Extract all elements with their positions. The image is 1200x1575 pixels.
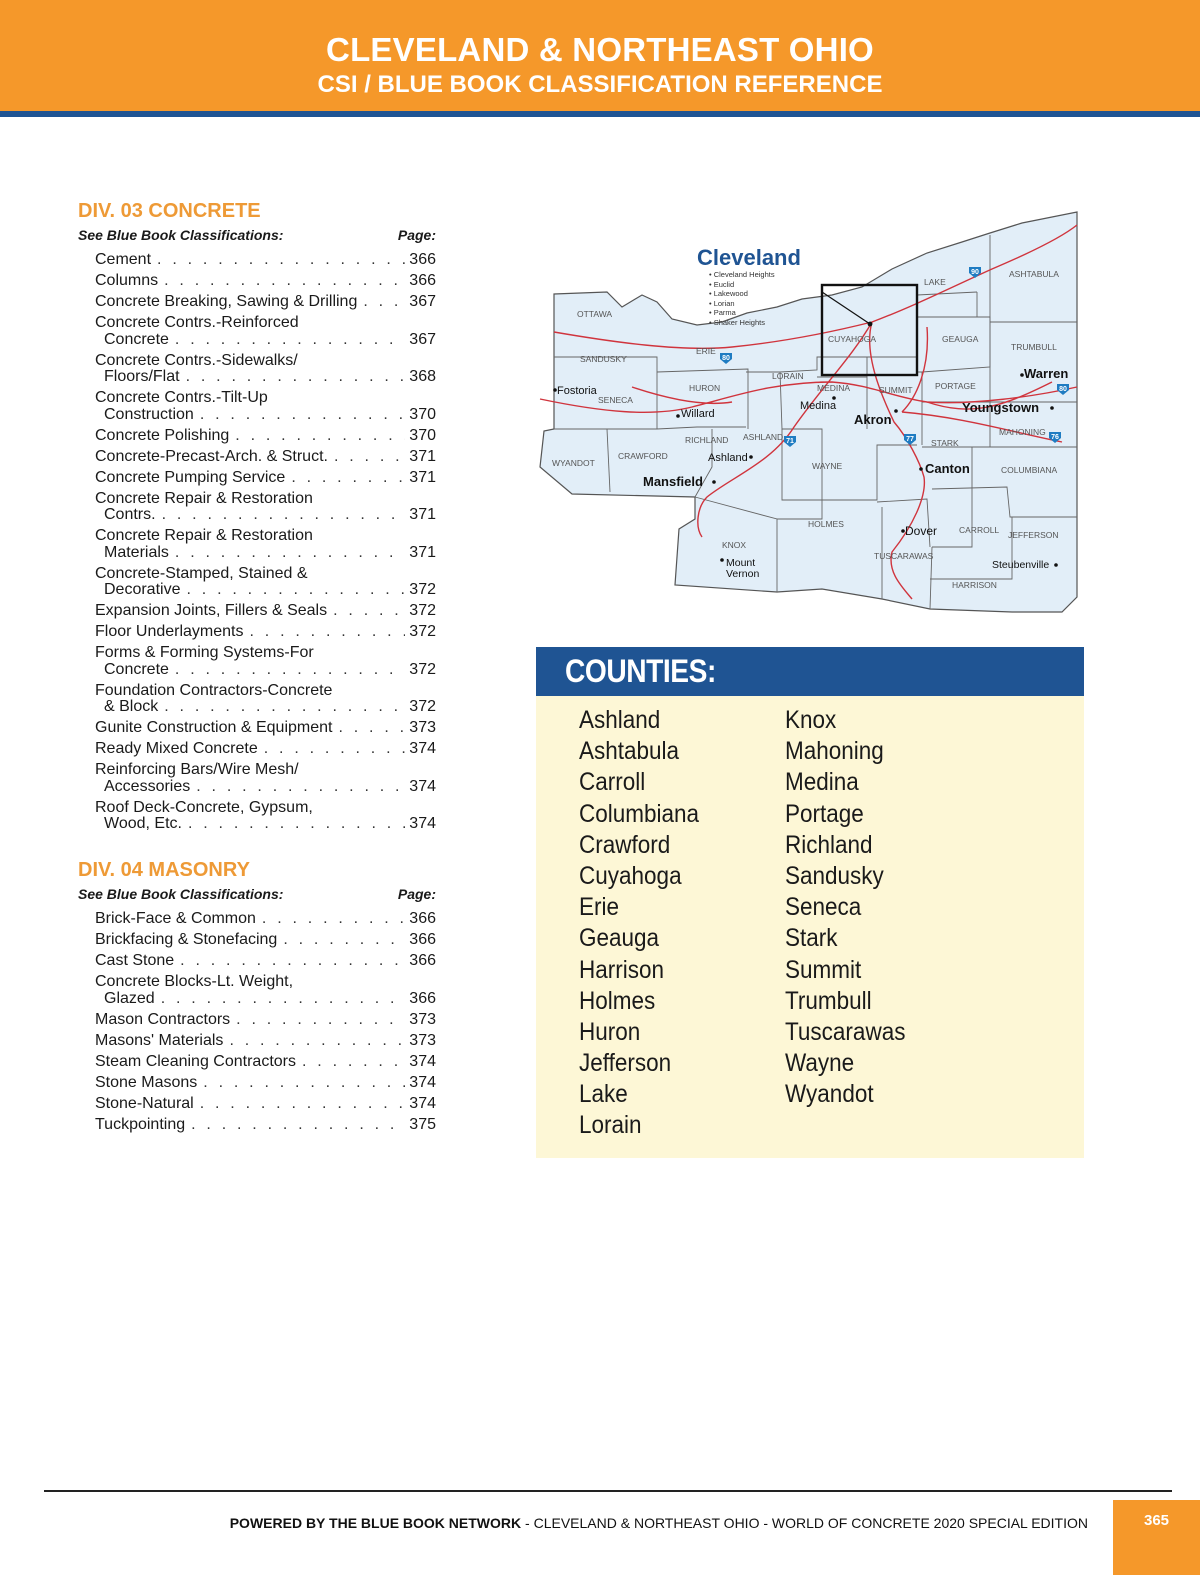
dot-leader — [169, 545, 405, 562]
classification-entry — [95, 564, 436, 602]
county-name: Columbiana — [579, 799, 700, 828]
entry-label: Concrete Contrs.-Tilt-Up — [95, 389, 268, 406]
counties-heading-text: COUNTIES: — [565, 653, 716, 689]
classification-entry — [95, 351, 436, 389]
entry-label: Stone Masons — [95, 1073, 198, 1091]
entry-label: Concrete Contrs.-Reinforced — [95, 314, 299, 331]
section-title: DIV. 04 MASONRY — [78, 859, 250, 881]
entry-label: Gunite Construction & Equipment — [95, 719, 333, 736]
classification-entry — [95, 250, 436, 271]
page-label: Page: — [397, 227, 436, 243]
dot-leader — [169, 332, 405, 349]
entry-page-number: 370 — [409, 405, 436, 423]
classification-entry — [95, 681, 436, 719]
dot-leader — [230, 1012, 405, 1029]
dot-leader — [296, 1054, 405, 1071]
entry-label-continued: Concrete — [104, 660, 169, 678]
entry-page-number: 368 — [409, 368, 436, 385]
header-title: CLEVELAND & NORTHEAST OHIO — [326, 31, 874, 68]
dot-leader — [277, 932, 405, 949]
entry-label: Cast Stone — [95, 952, 175, 969]
map-label: HOLMES — [808, 519, 844, 529]
section-title: DIV. 03 CONCRETE — [78, 200, 261, 222]
footer-divider — [44, 1490, 1172, 1492]
dot-leader — [180, 369, 406, 386]
county-name: Jefferson — [579, 1049, 672, 1078]
county-name: Geauga — [579, 924, 660, 953]
map-label: • Parma — [709, 308, 736, 317]
map-label: Canton — [925, 461, 970, 476]
map-label: Youngstown — [962, 400, 1040, 415]
counties-column-2 — [785, 705, 919, 1110]
county-name: Stark — [785, 924, 838, 953]
map-label: MEDINA — [817, 383, 851, 393]
county-name: Portage — [785, 799, 864, 828]
inset-city-list — [709, 270, 775, 327]
entry-page-number: 366 — [409, 272, 436, 289]
classification-entry — [95, 951, 436, 972]
classification-entry — [95, 1094, 436, 1115]
entry-page-number: 371 — [409, 447, 436, 465]
entry-page-number: 374 — [409, 1052, 436, 1070]
map-label: TUSCARAWAS — [874, 551, 934, 561]
map-label: OTTAWA — [577, 309, 613, 319]
county-name: Holmes — [579, 986, 656, 1015]
dot-leader — [158, 699, 405, 716]
county-name: Mahoning — [785, 737, 884, 766]
map-label: 77 — [906, 436, 914, 443]
entry-label-continued: Accessories — [104, 777, 191, 795]
entry-label: Reinforcing Bars/Wire Mesh/ — [95, 761, 299, 778]
entry-page-number: 372 — [409, 698, 436, 715]
entry-label: Cement — [95, 251, 152, 268]
entry-label: Stone-Natural — [95, 1094, 194, 1112]
map-label: • Lakewood — [709, 289, 748, 298]
classification-entry — [95, 292, 436, 313]
entry-page-number: 375 — [409, 1115, 436, 1133]
county-name: Wyandot — [785, 1080, 874, 1109]
entry-page-number: 373 — [409, 719, 436, 736]
county-name: Lake — [579, 1080, 628, 1109]
map-label: Steubenville — [992, 559, 1050, 571]
classification-entry — [95, 718, 436, 739]
classification-entry — [95, 1031, 436, 1052]
entry-label: Mason Contractors — [95, 1010, 231, 1028]
classification-entry — [95, 1010, 436, 1031]
entry-label-continued: Wood, Etc. — [104, 815, 182, 832]
entry-page-number: 372 — [409, 581, 436, 598]
map-label: • Lorian — [709, 299, 735, 308]
page-number: 365 — [1113, 1500, 1200, 1575]
map-label: WYANDOT — [552, 458, 595, 468]
dot-leader — [158, 273, 405, 290]
map-title: Cleveland — [697, 245, 801, 270]
classification-entry — [95, 930, 436, 951]
map-label: JEFFERSON — [1008, 530, 1059, 540]
classification-entry — [95, 601, 436, 622]
classifications-label: See Blue Book Classifications: — [78, 227, 284, 243]
county-name: Huron — [579, 1017, 641, 1046]
county-name: Harrison — [579, 955, 665, 984]
entry-page-number: 366 — [409, 952, 436, 969]
map-label: SANDUSKY — [580, 354, 627, 364]
dot-leader — [194, 407, 405, 424]
section-masonry — [78, 857, 436, 1136]
entry-label: Concrete Breaking, Sawing & Drilling — [95, 293, 358, 310]
map-label: CARROLL — [959, 525, 1000, 535]
dot-leader — [197, 1075, 405, 1092]
dot-leader — [256, 911, 405, 928]
entry-page-number: 366 — [409, 989, 436, 1007]
dot-leader — [357, 294, 405, 311]
map-label: 71 — [786, 438, 794, 445]
entry-page-number: 373 — [409, 1010, 436, 1028]
map-label: • Shaker Heights — [709, 318, 765, 327]
map-label: TRUMBULL — [1011, 342, 1057, 352]
county-name: Crawford — [579, 830, 671, 859]
map-label: KNOX — [722, 540, 747, 550]
entry-page-number: 366 — [409, 910, 436, 927]
classification-entry — [95, 489, 436, 527]
map-label: SUMMIT — [879, 385, 913, 395]
classifications-label: See Blue Book Classifications: — [78, 886, 284, 902]
classification-entry — [95, 622, 436, 643]
dot-leader — [155, 991, 406, 1008]
entry-label: Brickfacing & Stonefacing — [95, 931, 278, 948]
county-name: Tuscarawas — [785, 1017, 906, 1046]
counties-panel — [536, 647, 1084, 1158]
classification-entry — [95, 468, 436, 489]
county-name: Wayne — [785, 1049, 855, 1078]
entry-list — [78, 909, 436, 1136]
county-name: Ashland — [579, 706, 661, 734]
entry-label-continued: Contrs. — [104, 506, 156, 523]
entry-label: Tuckpointing — [95, 1115, 186, 1133]
entry-label: Ready Mixed Concrete — [95, 740, 258, 757]
entry-page-number: 366 — [409, 251, 436, 268]
dot-leader — [169, 662, 405, 679]
header-subtitle: CSI / BLUE BOOK CLASSIFICATION REFERENCE — [317, 71, 883, 98]
map-label: Akron — [854, 412, 892, 427]
page-header — [0, 0, 1200, 111]
map-label: PORTAGE — [935, 381, 976, 391]
classification-entry — [95, 271, 436, 292]
dot-leader — [327, 603, 405, 620]
classification-entry — [95, 798, 436, 836]
dot-leader — [285, 470, 405, 487]
entry-label: Concrete Repair & Restoration — [95, 489, 313, 507]
page-label: Page: — [397, 886, 436, 902]
county-name: Cuyahoga — [579, 861, 682, 890]
entry-label: Concrete Polishing — [95, 426, 230, 444]
dot-leader — [182, 816, 405, 833]
dot-leader — [328, 449, 405, 466]
column-headings — [78, 883, 436, 905]
column-headings — [78, 224, 436, 246]
entry-label: Masons' Materials — [95, 1031, 224, 1049]
map-label: 80 — [1059, 386, 1067, 393]
region-map — [532, 207, 1087, 617]
entry-label-continued: Construction — [104, 405, 194, 423]
map-label: Vernon — [726, 568, 760, 580]
map-label: Medina — [800, 400, 837, 412]
map-label: MAHONING — [999, 427, 1046, 437]
classification-entry — [95, 526, 436, 564]
classification-entry — [95, 388, 436, 426]
county-name: Seneca — [785, 893, 862, 922]
map-label: RICHLAND — [685, 435, 729, 445]
map-label: HARRISON — [952, 580, 997, 590]
map-label: COLUMBIANA — [1001, 465, 1058, 475]
dot-leader — [156, 507, 406, 524]
county-name: Carroll — [579, 768, 646, 797]
entry-label: Brick-Face & Common — [95, 910, 256, 927]
entry-label-continued: Decorative — [104, 581, 181, 598]
entry-page-number: 371 — [409, 543, 436, 561]
entry-label: Forms & Forming Systems-For — [95, 644, 314, 661]
entry-page-number: 372 — [409, 623, 436, 640]
entry-page-number: 372 — [409, 660, 436, 678]
entry-label: Steam Cleaning Contractors — [95, 1052, 296, 1070]
county-name: Lorain — [579, 1111, 642, 1140]
entry-page-number: 372 — [409, 602, 436, 619]
entry-label: Concrete-Precast-Arch. & Struct. — [95, 447, 328, 465]
county-name: Medina — [785, 768, 859, 797]
map-label: SENECA — [598, 395, 633, 405]
map-label: ERIE — [696, 346, 716, 356]
entry-page-number: 370 — [409, 426, 436, 444]
classification-entry — [95, 972, 436, 1010]
classification-entry — [95, 760, 436, 798]
entry-label: Columns — [95, 272, 159, 289]
map-label: Fostoria — [557, 385, 597, 397]
dot-leader — [194, 1096, 406, 1113]
footer-edition: - CLEVELAND & NORTHEAST OHIO - WORLD OF CONCRETE 2020 SPECIAL EDITION — [521, 1515, 1088, 1531]
entry-label-continued: Glazed — [104, 989, 155, 1007]
map-label: • Cleveland Heights — [709, 270, 775, 279]
entry-page-number: 374 — [409, 815, 436, 832]
entry-list — [78, 250, 436, 835]
map-label: CUYAHOGA — [828, 334, 877, 344]
map-label: Mount — [726, 557, 756, 569]
entry-label: Floor Underlayments — [95, 623, 244, 640]
entry-page-number: 374 — [409, 777, 436, 795]
map-label: ASHTABULA — [1009, 269, 1059, 279]
section-concrete — [78, 198, 436, 835]
map-label: 80 — [722, 355, 730, 362]
map-label: LORAIN — [772, 371, 804, 381]
dot-leader — [258, 741, 406, 758]
entry-page-number: 373 — [409, 1031, 436, 1049]
entry-label-continued: Concrete — [104, 330, 169, 348]
map-label: STARK — [931, 438, 959, 448]
map-label: 76 — [1051, 434, 1059, 441]
classification-entry — [95, 909, 436, 930]
entry-label: Concrete-Stamped, Stained & — [95, 564, 308, 582]
entry-label: Concrete Repair & Restoration — [95, 527, 313, 544]
dot-leader — [223, 1033, 405, 1050]
county-name: Summit — [785, 955, 862, 984]
map-label: ASHLAND — [743, 432, 784, 442]
classification-entry — [95, 1052, 436, 1073]
map-label: Willard — [681, 408, 715, 420]
classification-entry — [95, 426, 436, 447]
entry-label-continued: Floors/Flat — [104, 368, 180, 385]
classification-entry — [95, 313, 436, 351]
map-label: Warren — [1024, 366, 1069, 381]
map-label: HURON — [689, 383, 721, 393]
map-label: WAYNE — [812, 461, 843, 471]
dot-leader — [244, 624, 406, 641]
dot-leader — [229, 428, 405, 445]
dot-leader — [174, 953, 405, 970]
entry-page-number: 374 — [409, 1073, 436, 1091]
entry-page-number: 367 — [409, 293, 436, 310]
ohio-map-svg — [532, 207, 1087, 617]
map-label: Dover — [905, 524, 938, 538]
entry-label-continued: Materials — [104, 543, 169, 561]
map-label: Mansfield — [643, 474, 703, 489]
classification-entry — [95, 643, 436, 681]
counties-heading — [536, 647, 1084, 696]
dot-leader — [185, 1117, 405, 1134]
entry-label: Concrete Pumping Service — [95, 468, 286, 486]
entry-page-number: 371 — [409, 468, 436, 486]
dot-leader — [151, 252, 405, 269]
classification-entry — [95, 1115, 436, 1136]
classification-entry — [95, 1073, 436, 1094]
classification-entry — [95, 739, 436, 760]
county-name: Trumbull — [785, 986, 872, 1015]
classification-entry — [95, 447, 436, 468]
county-name: Erie — [579, 893, 620, 922]
county-name: Sandusky — [785, 861, 884, 890]
entry-label: Expansion Joints, Fillers & Seals — [95, 602, 328, 619]
map-label: • Euclid — [709, 280, 735, 289]
entry-label: Concrete Contrs.-Sidewalks/ — [95, 351, 298, 369]
county-name: Knox — [785, 706, 837, 734]
entry-label: Roof Deck-Concrete, Gypsum, — [95, 798, 313, 816]
entry-page-number: 366 — [409, 931, 436, 948]
map-label: LAKE — [924, 277, 946, 287]
entry-page-number: 374 — [409, 740, 436, 757]
dot-leader — [180, 582, 405, 599]
footer-brand: POWERED BY THE BLUE BOOK NETWORK — [229, 1515, 522, 1531]
entry-page-number: 371 — [409, 506, 436, 523]
footer-text — [230, 1512, 1088, 1534]
dot-leader — [332, 720, 405, 737]
county-name: Ashtabula — [579, 737, 680, 766]
map-label: GEAUGA — [942, 334, 979, 344]
counties-column-1 — [579, 705, 712, 1142]
entry-label: Foundation Contractors-Concrete — [95, 681, 333, 699]
map-label: Ashland — [708, 452, 748, 464]
map-label: 90 — [971, 269, 979, 276]
dot-leader — [190, 779, 405, 796]
classification-list — [78, 198, 436, 1136]
header-divider — [0, 111, 1200, 117]
county-name: Richland — [785, 830, 873, 859]
entry-page-number: 374 — [409, 1094, 436, 1112]
entry-label: Concrete Blocks-Lt. Weight, — [95, 973, 294, 990]
entry-label-continued: & Block — [104, 698, 159, 715]
map-label: CRAWFORD — [618, 451, 668, 461]
entry-page-number: 367 — [409, 330, 436, 348]
